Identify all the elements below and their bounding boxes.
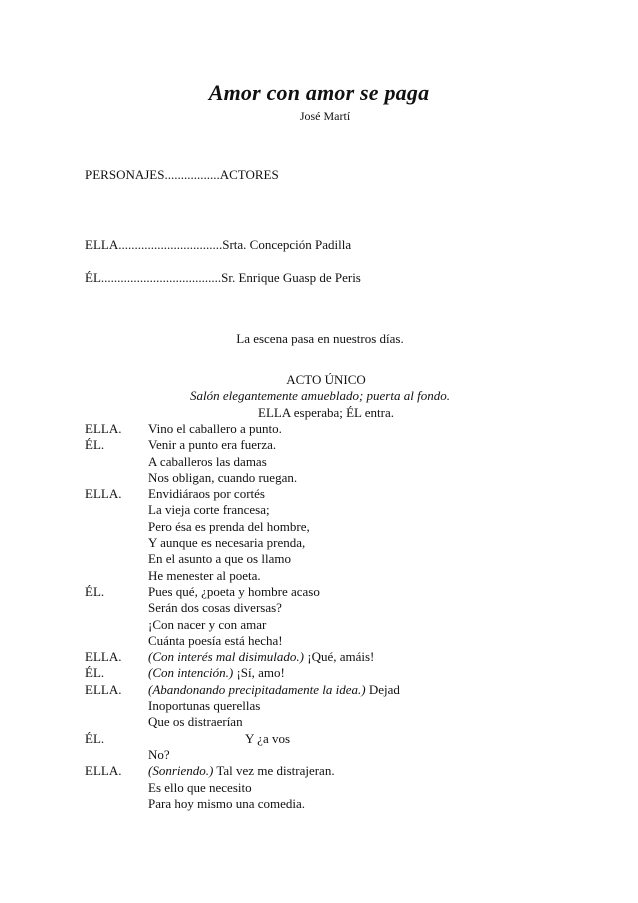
verse-text — [148, 584, 320, 600]
stage-direction-inline: (Sonriendo.) — [148, 763, 214, 779]
verse-words: ¡Sí, amo! — [233, 665, 285, 681]
verse-text — [148, 682, 400, 698]
stage-direction-inline: (Con intención.) — [148, 665, 234, 681]
verse-words: A caballeros las damas — [148, 453, 267, 469]
stage-direction-inline: (Abandonando precipitadamente la idea.) — [148, 681, 366, 697]
speaker-name: ÉL. — [85, 437, 105, 453]
dialogue-line — [85, 584, 605, 600]
verse-words: Inoportunas querellas — [148, 698, 261, 714]
play-title: Amor con amor se paga — [208, 80, 430, 105]
cast-entry-ella: ELLA................................Srta. Concepción Padilla — [85, 237, 352, 252]
verse-text — [148, 714, 243, 730]
speaker-name: ELLA. — [85, 681, 122, 697]
verse-words: Tal vez me distrajeran. — [213, 763, 335, 779]
verse-text — [148, 470, 297, 486]
speaker-name: ELLA. — [85, 421, 122, 436]
verse-text — [148, 421, 282, 437]
verse-text — [148, 617, 266, 633]
verse-text — [148, 600, 282, 616]
verse-text — [148, 633, 283, 649]
cast-entry-el: ÉL.....................................Sr. Enrique Guasp de Peris — [85, 270, 361, 285]
cast-header: PERSONAJES.................ACTORES — [85, 167, 279, 182]
dialogue-line — [85, 454, 605, 470]
speaker-name: ELLA. — [85, 763, 122, 779]
dialogue-line — [85, 780, 605, 796]
dialogue-block — [85, 421, 605, 812]
dialogue-line — [85, 747, 605, 763]
verse-words: Pues qué, ¿poeta y hombre acaso — [148, 583, 320, 599]
verse-text — [148, 731, 290, 747]
dialogue-line — [85, 568, 605, 584]
stage-direction: Salón elegantemente amueblado; puerta al fondo. — [190, 388, 450, 403]
verse-words: Es ello que necesito — [148, 779, 252, 795]
verse-text — [148, 535, 305, 551]
dialogue-line — [85, 519, 605, 535]
verse-words: Serán dos cosas diversas? — [148, 600, 282, 616]
speaker-name: ELLA. — [85, 486, 122, 502]
dialogue-line — [85, 665, 605, 681]
verse-text — [148, 665, 285, 681]
verse-words: Cuánta poesía está hecha! — [148, 632, 283, 648]
verse-text — [148, 780, 252, 796]
verse-text — [148, 649, 374, 665]
verse-words: He menester al poeta. — [148, 567, 261, 583]
dialogue-line — [85, 714, 605, 730]
dialogue-line — [85, 649, 605, 665]
dialogue-line — [85, 763, 605, 779]
verse-words: La vieja corte francesa; — [148, 502, 270, 518]
verse-text — [148, 747, 170, 763]
verse-words: Que os distraerían — [148, 714, 243, 730]
verse-words: Nos obligan, cuando ruegan. — [148, 469, 298, 485]
speaker-name: ÉL. — [85, 730, 105, 746]
dialogue-line — [85, 535, 605, 551]
dialogue-line — [85, 421, 605, 437]
verse-text — [148, 486, 265, 502]
verse-text — [148, 454, 267, 470]
dialogue-line — [85, 437, 605, 453]
setting-note: La escena pasa en nuestros días. — [236, 331, 404, 346]
verse-words: Y aunque es necesaria prenda, — [148, 535, 306, 551]
stage-direction-inline: (Con interés mal disimulado.) — [148, 649, 304, 665]
verse-words: Para hoy mismo una comedia. — [148, 795, 306, 811]
verse-words: Y ¿a vos — [148, 730, 291, 746]
speaker-name: ÉL. — [85, 583, 105, 599]
speaker-name: ELLA. — [85, 649, 122, 665]
verse-words: ¡Con nacer y con amar — [148, 616, 267, 632]
dialogue-line — [85, 731, 605, 747]
speaker-name: ÉL. — [85, 665, 105, 681]
dialogue-line — [85, 682, 605, 698]
verse-words: Dejad — [365, 681, 400, 697]
verse-words: Pero ésa es prenda del hombre, — [148, 518, 310, 534]
dialogue-line — [85, 600, 605, 616]
verse-words: Envidiáraos por cortés — [148, 486, 265, 502]
verse-text — [148, 763, 335, 779]
verse-text — [148, 519, 310, 535]
verse-words: ¡Qué, amáis! — [304, 649, 375, 665]
verse-text — [148, 437, 276, 453]
verse-text — [148, 568, 261, 584]
verse-words: Venir a punto era fuerza. — [148, 437, 277, 453]
dialogue-line — [85, 470, 605, 486]
dialogue-line — [85, 486, 605, 502]
verse-text — [148, 698, 260, 714]
verse-text — [148, 502, 270, 518]
verse-text — [148, 796, 305, 812]
verse-words: Vino el caballero a punto. — [148, 421, 282, 436]
dialogue-line — [85, 551, 605, 567]
verse-text — [148, 551, 291, 567]
dialogue-line — [85, 617, 605, 633]
verse-words: No? — [148, 746, 170, 762]
entrance-note: ELLA esperaba; ÉL entra. — [258, 405, 394, 420]
dialogue-line — [85, 502, 605, 518]
verse-words: En el asunto a que os llamo — [148, 551, 291, 567]
act-heading: ACTO ÚNICO — [286, 372, 366, 387]
dialogue-line — [85, 698, 605, 714]
dialogue-line — [85, 796, 605, 812]
dialogue-line — [85, 633, 605, 649]
author-name: José Martí — [299, 109, 351, 123]
